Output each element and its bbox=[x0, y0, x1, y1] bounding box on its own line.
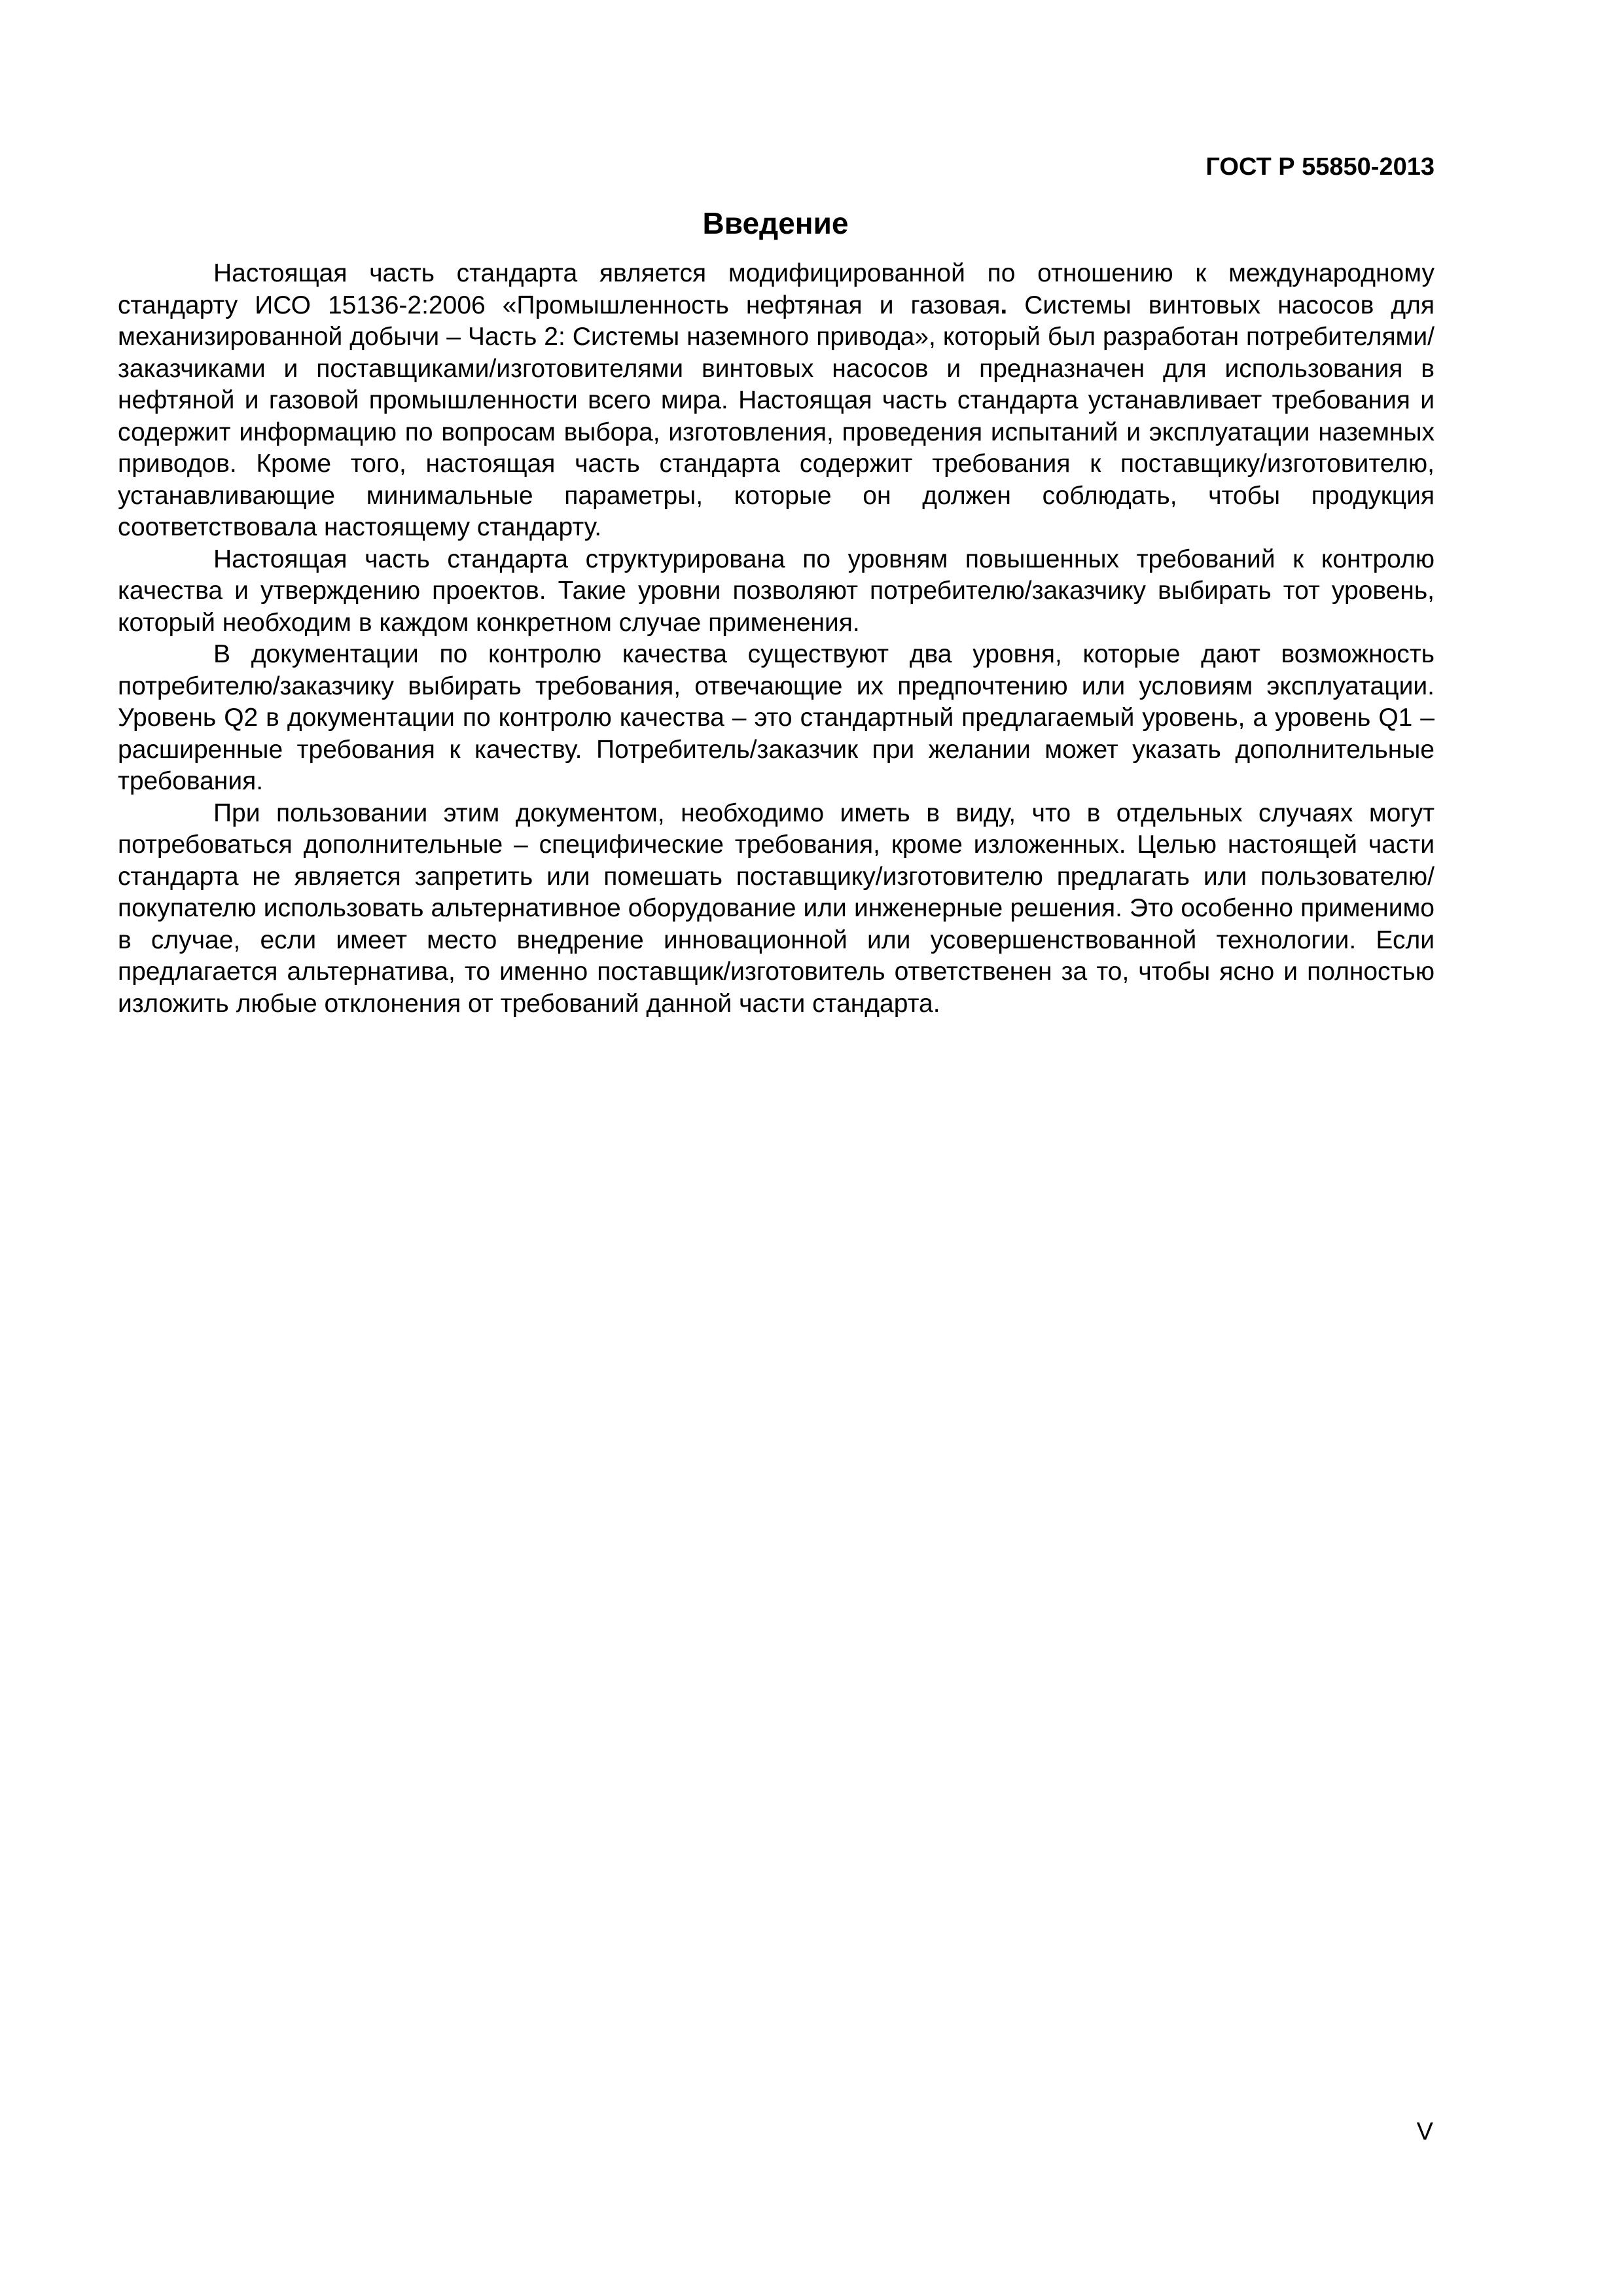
paragraph-structure: Настоящая часть стандарта структурирована по уровням повышенных требований к контролю качества и утверждению проектов. Такие уровни позволяют потребителю/заказчику выбирать тот уровень, который необходим в каждом конкретном случае применения. bbox=[118, 545, 1435, 637]
paragraph-introduction-bold-period: . bbox=[1000, 291, 1008, 319]
paragraph-alternatives: При пользовании этим документом, необходимо иметь в виду, что в отдельных случаях могут потребоваться дополнительные – специфические требования, кроме изложенных. Целью настоящей части стандарта не является запретить или помешать поставщику/изготовителю предлагать или пользователю/покупателю использовать альтернативное оборудование или инженерные решения. Это особенно применимо в случае, если имеет место внедрение инновационной или усовершенствованной технологии. Если предлагается альтернатива, то именно поставщик/изготовитель ответственен за то, чтобы ясно и полностью изложить любые отклонения от требований данной части стандарта. bbox=[118, 798, 1435, 1018]
page-title: Введение bbox=[702, 206, 849, 240]
document-body bbox=[118, 258, 1435, 1020]
document-code: ГОСТ Р 55850-2013 bbox=[1205, 153, 1435, 181]
paragraph-introduction bbox=[118, 258, 1435, 544]
paragraph-introduction-part-1: Настоящая часть стандарта является модифицированной по отношению к международному стандарту ИСО 15136-2:2006 «Промышленность нефтяная и газовая bbox=[118, 259, 1435, 319]
page-number: V bbox=[1416, 2118, 1433, 2145]
paragraph-introduction-part-2: Системы винтовых насосов для механизированной добычи – Часть 2: Системы наземного привода», который был разработан потребителями/заказчиками и поставщиками/изготовителями винтовых насосов и предназначен для использования в нефтяной и газовой промышленности всего мира. Настоящая часть стандарта устанавливает требования и содержит информацию по вопросам выбора, изготовления, проведения испытаний и эксплуатации наземных приводов. Кроме того, настоящая часть стандарта содержит требования к поставщику/изготовителю, устанавливающие минимальные параметры, которые он должен соблюдать, чтобы продукция соответствовала настоящему стандарту. bbox=[118, 291, 1435, 541]
paragraph-quality-levels: В документации по контролю качества существуют два уровня, которые дают возможность потребителю/заказчику выбирать требования, отвечающие их предпочтению или условиям эксплуатации. Уровень Q2 в документации по контролю качества – это стандартный предлагаемый уровень, а уровень Q1 – расширенные требования к качеству. Потребитель/заказчик при желании может указать дополнительные требования. bbox=[118, 640, 1435, 795]
